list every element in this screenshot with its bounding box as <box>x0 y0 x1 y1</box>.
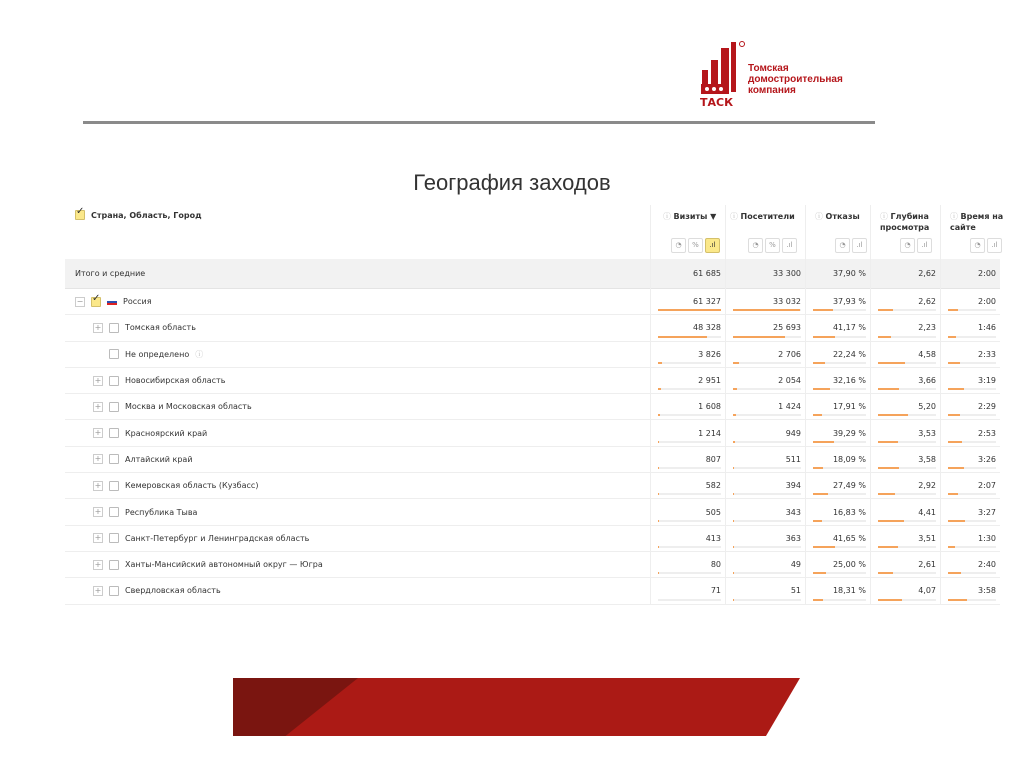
dimension-label: Страна, Область, Город <box>91 210 202 220</box>
metric-cell: 16,83 % <box>805 499 870 524</box>
value-bar <box>658 572 721 574</box>
metric-cell: 2,23 <box>870 315 940 340</box>
metric-cell: 2:07 <box>940 473 1000 498</box>
metric-cell: 505 <box>650 499 725 524</box>
column-separator <box>650 205 651 605</box>
row-checkbox[interactable] <box>109 402 119 412</box>
row-checkbox[interactable] <box>109 454 119 464</box>
bar-chart-icon[interactable]: .ıl <box>987 238 1002 253</box>
metric-cell: 18,31 % <box>805 578 870 603</box>
metric-cell: 61 685 <box>693 269 721 278</box>
metric-cell: 51 <box>725 578 805 603</box>
metric-cell: 1 214 <box>650 420 725 445</box>
metric-cell: 807 <box>650 447 725 472</box>
bar-chart-icon[interactable]: .ıl <box>782 238 797 253</box>
metric-cell: 343 <box>725 499 805 524</box>
table-header <box>65 205 1004 259</box>
value-bar <box>733 388 801 390</box>
row-label[interactable]: Санкт-Петербург и Ленинградская область <box>125 533 310 543</box>
value-bar <box>813 572 866 574</box>
value-bar <box>878 493 936 495</box>
metric-cell: 2 951 <box>650 368 725 393</box>
company-name: Томская домостроительная компания <box>748 63 843 96</box>
metric-cell: 27,49 % <box>805 473 870 498</box>
metric-cell: 949 <box>725 420 805 445</box>
pie-chart-icon[interactable]: ◔ <box>671 238 686 253</box>
value-bar <box>878 520 936 522</box>
column-separator <box>805 205 806 605</box>
metric-cell: 2 054 <box>725 368 805 393</box>
column-label: Глубина просмотра <box>880 212 930 232</box>
metric-cell: 71 <box>650 578 725 603</box>
expand-icon[interactable]: + <box>94 533 102 543</box>
table-row[interactable] <box>65 394 1000 420</box>
row-checkbox[interactable] <box>109 428 119 438</box>
value-bar <box>878 441 936 443</box>
value-bar <box>948 546 996 548</box>
metric-cell: 33 300 <box>773 269 801 278</box>
metric-cell: 1 424 <box>725 394 805 419</box>
metric-cell: 3,58 <box>870 447 940 472</box>
column-label: Визиты ▼ <box>673 212 717 221</box>
value-bar <box>733 414 801 416</box>
metric-cell: 2:00 <box>940 289 1000 314</box>
column-label: Время на сайте <box>950 212 1004 232</box>
metric-cell: 80 <box>650 552 725 577</box>
percent-icon[interactable]: % <box>688 238 703 253</box>
metric-cell: 17,91 % <box>805 394 870 419</box>
percent-icon[interactable]: % <box>765 238 780 253</box>
row-label[interactable]: Ханты-Мансийский автономный округ — Югра <box>125 560 323 570</box>
metric-cell: 5,20 <box>870 394 940 419</box>
value-bar <box>948 520 996 522</box>
help-icon[interactable]: ⓘ <box>815 212 826 221</box>
bar-chart-icon[interactable]: .ıl <box>917 238 932 253</box>
value-bar <box>733 336 801 338</box>
help-icon[interactable]: ⓘ <box>730 212 741 221</box>
expand-icon[interactable]: + <box>94 401 102 411</box>
metric-cell: 2,62 <box>918 269 936 278</box>
value-bar <box>948 572 996 574</box>
table-row[interactable] <box>65 315 1000 341</box>
row-label[interactable]: Алтайский край <box>125 454 193 464</box>
metric-cell: 1 608 <box>650 394 725 419</box>
value-bar <box>813 362 866 364</box>
value-bar <box>878 414 936 416</box>
value-bar <box>813 599 866 601</box>
table-row[interactable] <box>65 447 1000 473</box>
value-bar <box>658 309 721 311</box>
metric-cell: 2:29 <box>940 394 1000 419</box>
divider <box>83 121 875 124</box>
table-row[interactable] <box>65 578 1000 604</box>
collapse-icon[interactable]: − <box>76 296 84 306</box>
table-row[interactable] <box>65 473 1000 499</box>
value-bar <box>658 388 721 390</box>
value-bar <box>658 599 721 601</box>
value-bar <box>733 493 801 495</box>
metric-cell: 4,41 <box>870 499 940 524</box>
column-separator <box>940 205 941 605</box>
pie-chart-icon[interactable]: ◔ <box>835 238 850 253</box>
value-bar <box>878 362 936 364</box>
row-checkbox[interactable] <box>109 323 119 333</box>
bar-chart-icon[interactable]: .ıl <box>705 238 720 253</box>
metric-cell: 3:19 <box>940 368 1000 393</box>
metric-cell: 22,24 % <box>805 342 870 367</box>
russia-flag-icon <box>107 299 117 305</box>
value-bar <box>733 520 801 522</box>
column-separator <box>870 205 871 605</box>
value-bar <box>733 572 801 574</box>
metric-cell: 25 693 <box>725 315 805 340</box>
row-checkbox[interactable] <box>109 533 119 543</box>
metric-cell: 3,51 <box>870 526 940 551</box>
footer-banner-accent <box>233 678 358 736</box>
metric-cell: 48 328 <box>650 315 725 340</box>
column-header[interactable] <box>880 211 935 233</box>
metric-cell: 2,92 <box>870 473 940 498</box>
metric-cell: 2:40 <box>940 552 1000 577</box>
value-bar <box>813 336 866 338</box>
table-row[interactable] <box>65 499 1000 525</box>
metric-cell: 41,17 % <box>805 315 870 340</box>
value-bar <box>948 309 996 311</box>
table-row[interactable] <box>65 420 1000 446</box>
expand-icon[interactable]: + <box>94 585 102 595</box>
expand-icon[interactable]: + <box>94 480 102 490</box>
help-icon[interactable]: ⓘ <box>663 212 674 221</box>
help-icon[interactable]: ⓘ <box>195 349 204 359</box>
value-bar <box>948 362 996 364</box>
expand-icon[interactable]: + <box>94 322 102 332</box>
row-checkbox[interactable] <box>109 507 119 517</box>
pie-chart-icon[interactable]: ◔ <box>748 238 763 253</box>
row-checkbox[interactable] <box>109 560 119 570</box>
column-header[interactable] <box>950 211 1005 233</box>
metric-cell: 363 <box>725 526 805 551</box>
row-checkbox[interactable] <box>109 349 119 359</box>
value-bar <box>658 467 721 469</box>
value-bar <box>813 309 866 311</box>
value-bar <box>813 441 866 443</box>
value-bar <box>948 493 996 495</box>
expand-icon[interactable]: + <box>94 454 102 464</box>
value-bar <box>813 414 866 416</box>
value-bar <box>658 441 721 443</box>
row-label[interactable]: Томская область <box>125 323 196 333</box>
value-bar <box>733 467 801 469</box>
metric-cell: 1:30 <box>940 526 1000 551</box>
column-header[interactable] <box>815 211 885 222</box>
row-label[interactable]: Москва и Московская область <box>125 402 252 412</box>
value-bar <box>733 441 801 443</box>
value-bar <box>658 336 721 338</box>
value-bar <box>948 599 996 601</box>
metric-cell: 4,07 <box>870 578 940 603</box>
value-bar <box>878 388 936 390</box>
table-row[interactable] <box>65 342 1000 368</box>
value-bar <box>878 467 936 469</box>
metric-cell: 4,58 <box>870 342 940 367</box>
value-bar <box>878 599 936 601</box>
expand-icon[interactable]: + <box>94 375 102 385</box>
table-row[interactable] <box>65 552 1000 578</box>
column-label: Отказы <box>825 212 860 221</box>
svg-text:ТАСК: ТАСК <box>700 96 734 108</box>
metric-cell: 582 <box>650 473 725 498</box>
metric-cell: 49 <box>725 552 805 577</box>
expand-icon[interactable]: + <box>94 559 102 569</box>
value-bar <box>948 467 996 469</box>
metric-cell: 37,93 % <box>805 289 870 314</box>
metric-cell: 61 327 <box>650 289 725 314</box>
value-bar <box>948 414 996 416</box>
footer-banner <box>233 678 800 736</box>
column-header[interactable] <box>663 211 733 222</box>
help-icon[interactable]: ⓘ <box>950 212 961 221</box>
value-bar <box>878 336 936 338</box>
metric-cell: 511 <box>725 447 805 472</box>
value-bar <box>878 546 936 548</box>
dimension-header[interactable] <box>75 205 202 225</box>
value-bar <box>733 362 801 364</box>
row-checkbox[interactable] <box>109 376 119 386</box>
metric-cell: 2:53 <box>940 420 1000 445</box>
row-label[interactable]: Республика Тыва <box>125 507 198 517</box>
value-bar <box>878 572 936 574</box>
bar-chart-icon[interactable]: .ıl <box>852 238 867 253</box>
column-header[interactable] <box>730 211 800 222</box>
metric-cell: 39,29 % <box>805 420 870 445</box>
expand-icon[interactable]: + <box>94 507 102 517</box>
table-row[interactable] <box>65 526 1000 552</box>
metric-cell: 1:46 <box>940 315 1000 340</box>
metric-cell: 2:00 <box>978 269 996 278</box>
value-bar <box>878 309 936 311</box>
metric-cell: 413 <box>650 526 725 551</box>
metric-cell: 3:27 <box>940 499 1000 524</box>
metric-cell: 3 826 <box>650 342 725 367</box>
help-icon[interactable]: ⓘ <box>880 212 891 221</box>
value-bar <box>658 493 721 495</box>
value-bar <box>733 546 801 548</box>
report-table <box>65 205 1004 605</box>
row-label[interactable]: Не определено <box>125 349 190 359</box>
pie-chart-icon[interactable]: ◔ <box>970 238 985 253</box>
value-bar <box>733 599 801 601</box>
page-title: География заходов <box>413 170 611 195</box>
value-bar <box>658 546 721 548</box>
value-bar <box>733 309 801 311</box>
value-bar <box>813 520 866 522</box>
row-label[interactable]: Россия <box>123 297 152 307</box>
metric-cell: 3,66 <box>870 368 940 393</box>
metric-cell: 18,09 % <box>805 447 870 472</box>
row-checkbox[interactable] <box>109 586 119 596</box>
metric-cell: 33 032 <box>725 289 805 314</box>
value-bar <box>813 467 866 469</box>
value-bar <box>813 493 866 495</box>
value-bar <box>658 414 721 416</box>
metric-cell: 32,16 % <box>805 368 870 393</box>
row-checkbox[interactable] <box>91 297 101 307</box>
row-label[interactable]: Кемеровская область (Кузбасс) <box>125 481 259 491</box>
value-bar <box>658 520 721 522</box>
pie-chart-icon[interactable]: ◔ <box>900 238 915 253</box>
metric-cell: 2,61 <box>870 552 940 577</box>
table-row[interactable] <box>65 289 1000 315</box>
value-bar <box>658 362 721 364</box>
metric-cell: 2 706 <box>725 342 805 367</box>
metric-cell: 25,00 % <box>805 552 870 577</box>
totals-row[interactable] <box>65 259 1000 289</box>
row-checkbox[interactable] <box>109 481 119 491</box>
value-bar <box>948 388 996 390</box>
metric-cell: 3,53 <box>870 420 940 445</box>
row-label: Итого и средние <box>75 269 146 278</box>
value-bar <box>948 336 996 338</box>
column-separator <box>725 205 726 605</box>
metric-cell: 2,62 <box>870 289 940 314</box>
value-bar <box>948 441 996 443</box>
expand-icon[interactable]: + <box>94 428 102 438</box>
metric-cell: 3:26 <box>940 447 1000 472</box>
value-bar <box>813 388 866 390</box>
checkbox-icon[interactable] <box>75 210 85 220</box>
row-label[interactable]: Новосибирская область <box>125 376 226 386</box>
table-row[interactable] <box>65 368 1000 394</box>
metric-cell: 2:33 <box>940 342 1000 367</box>
column-label: Посетители <box>740 212 795 221</box>
metric-cell: 3:58 <box>940 578 1000 603</box>
metric-cell: 37,90 % <box>832 269 866 278</box>
metric-cell: 41,65 % <box>805 526 870 551</box>
row-label[interactable]: Свердловская область <box>125 586 221 596</box>
metric-cell: 394 <box>725 473 805 498</box>
value-bar <box>813 546 866 548</box>
row-label[interactable]: Красноярский край <box>125 428 208 438</box>
